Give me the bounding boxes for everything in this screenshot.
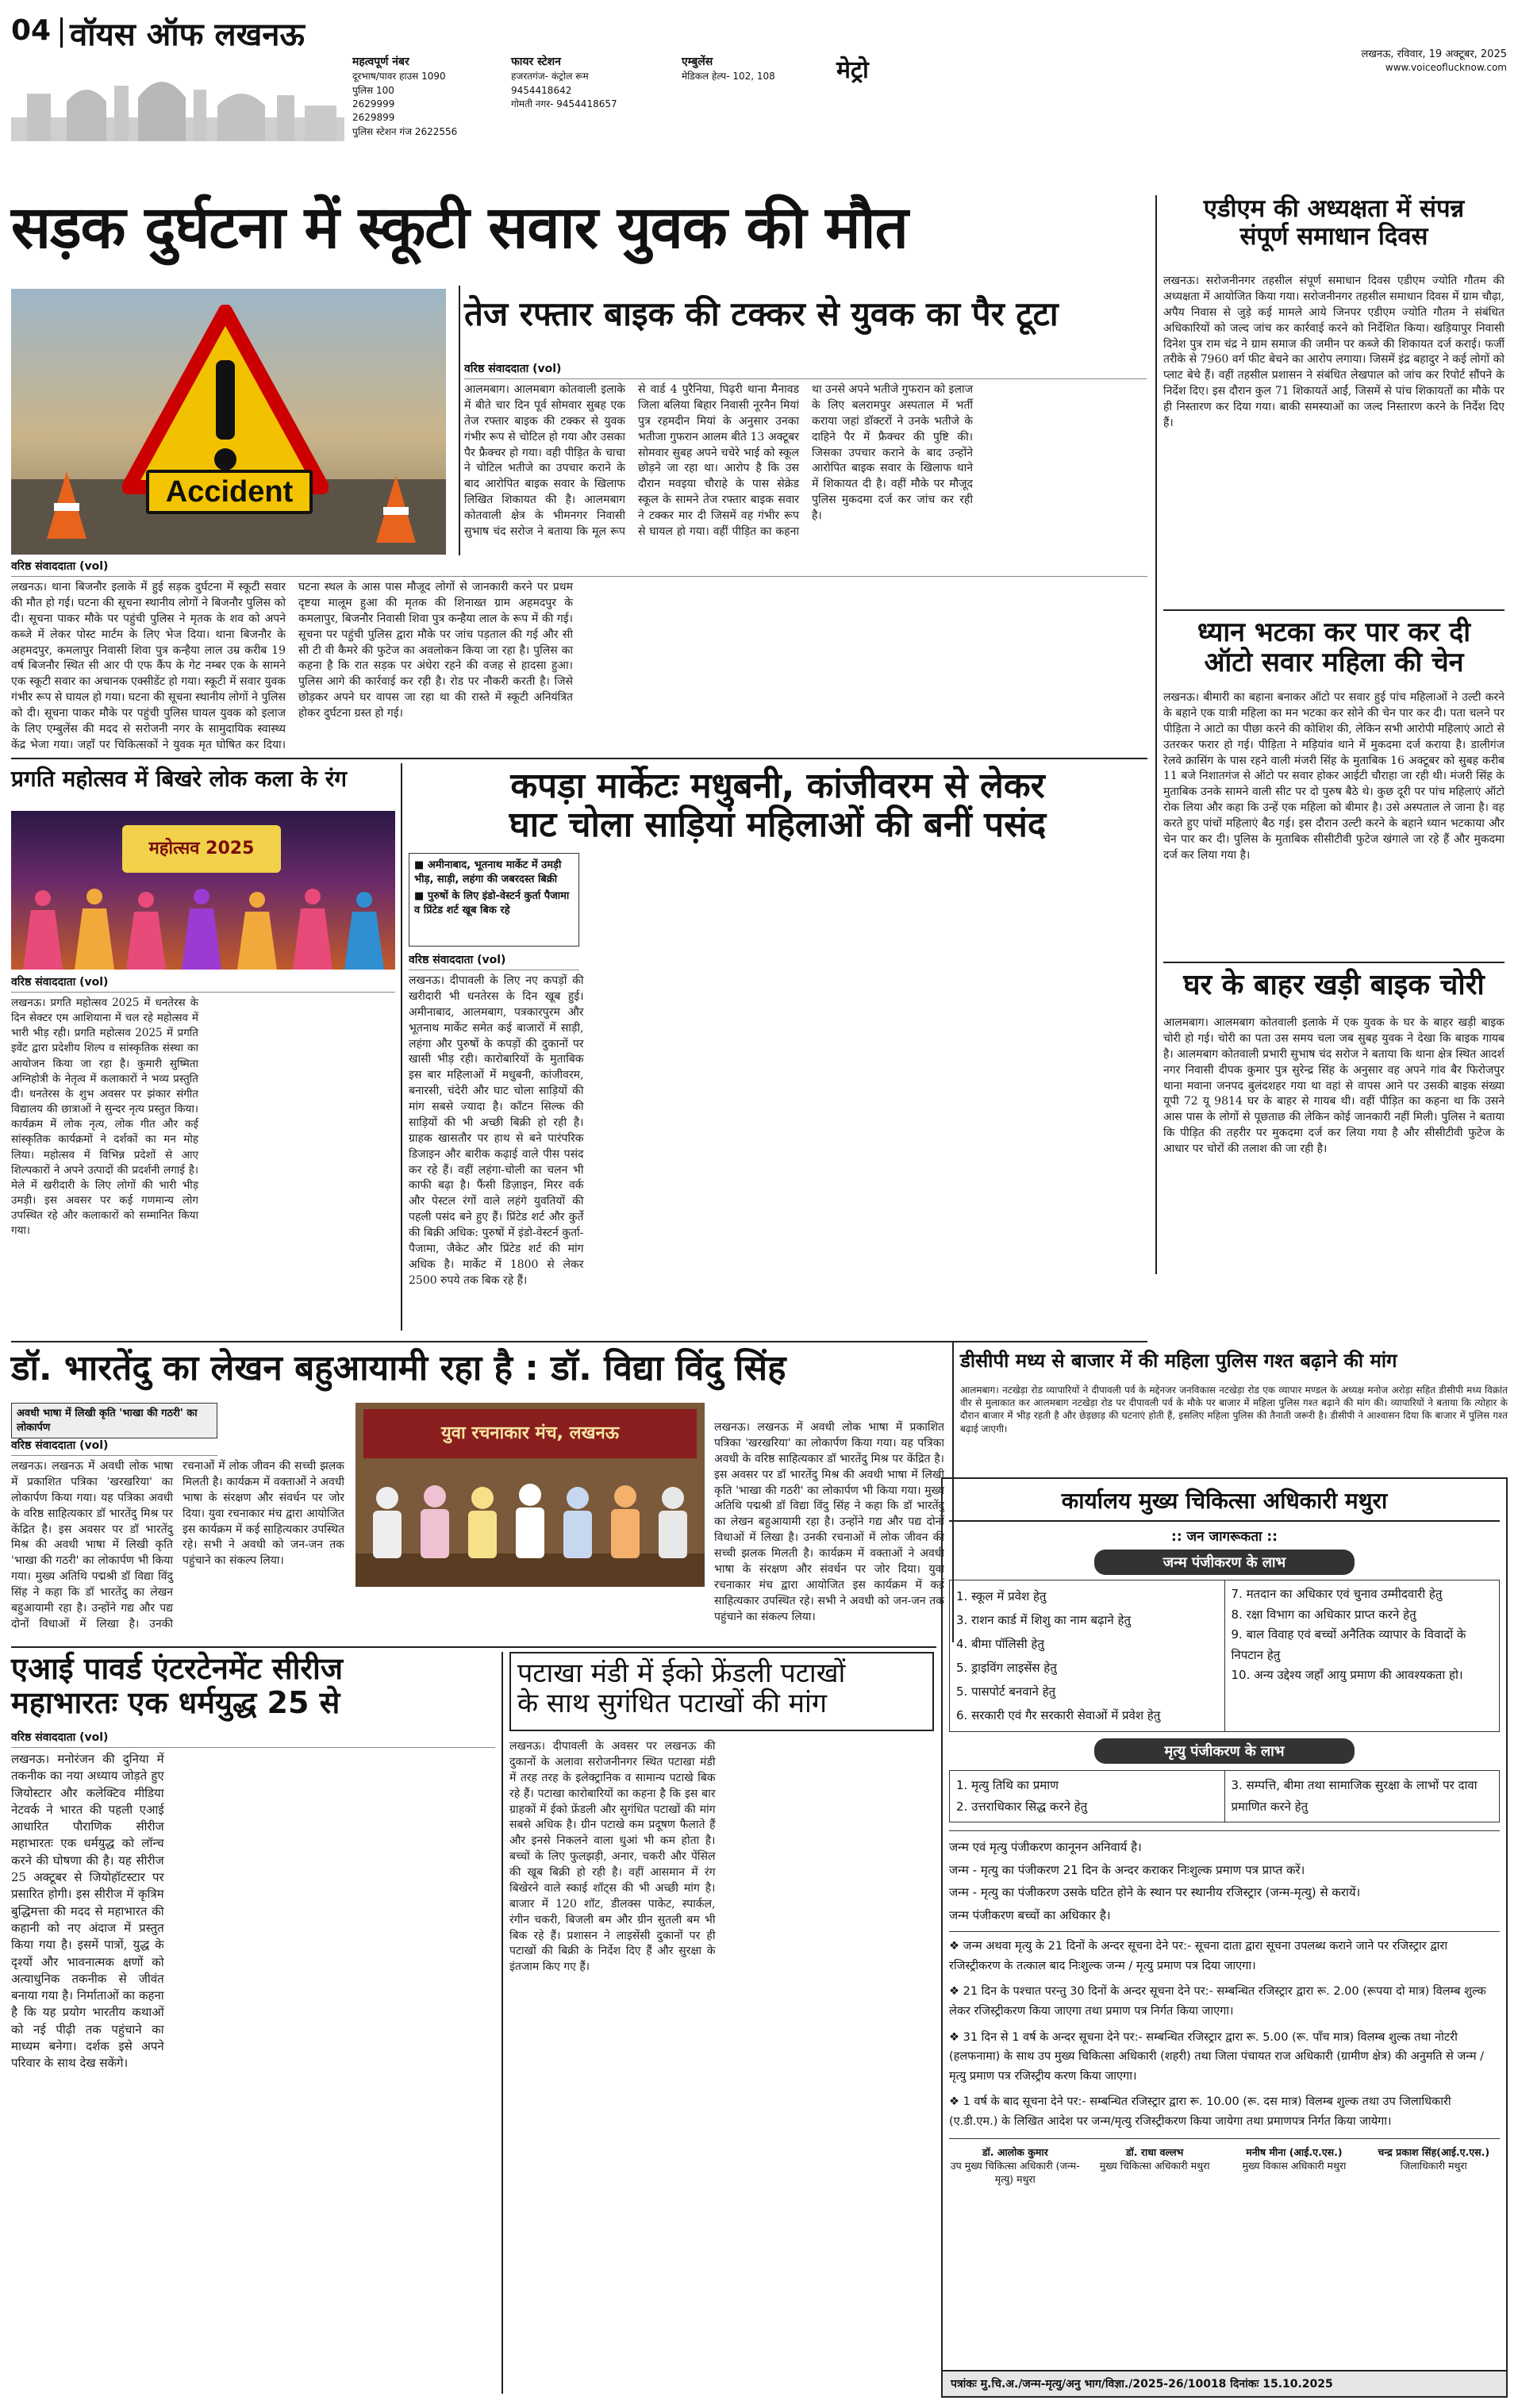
story10-headline-box (11, 1652, 495, 1719)
note-line: जन्म - मृत्यु का पंजीकरण उसके घटित होने के स्थान पर स्थानीय रजिस्ट्रार (जन्म-मृत्यु) से करायें। (949, 1885, 1361, 1899)
masthead-divider (60, 17, 63, 48)
contact-line: 2629899 (352, 112, 395, 124)
important-numbers-label: महत्वपूर्ण नंबर (352, 56, 409, 68)
story10-headline-line1: एआई पावर्ड एंटरटेनमेंट सीरीज (11, 1651, 344, 1686)
dancers-illustration (11, 882, 395, 970)
death-benefits-table (949, 1770, 1500, 1822)
story10-article (11, 1730, 495, 2396)
signatory: मनीष मीना (आई.ए.एस.) मुख्य विकास अधिकारी मथुरा (1242, 2145, 1347, 2172)
story4-headline-line1: ध्यान भटका कर पार कर दी (1197, 616, 1471, 648)
fire-station-label: फायर स्टेशन (511, 56, 561, 68)
benefit-item: 9. बाल विवाह एवं बच्चों अनैतिक व्यापार के विवादों के निपटान हेतु (1231, 1627, 1466, 1662)
benefit-item: 4. बीमा पॉलिसी हेतु (956, 1637, 1044, 1651)
accident-board: Accident (146, 470, 313, 514)
story8-kicker: अवधी भाषा में लिखी कृति 'भाखा की गठरी' का लोकार्पण (11, 1403, 217, 1438)
benefit-item: 8. रक्षा विभाग का अधिकार प्राप्त करने हेतु (1231, 1607, 1416, 1622)
story3-headline-box (1163, 195, 1505, 267)
benefit-item: 1. मृत्यु तिथि का प्रमाण (956, 1778, 1059, 1792)
traffic-cone-icon (43, 471, 90, 543)
kicker-item: ■ पुरुषों के लिए इंडो-वेस्टर्न कुर्ता पैजामा व प्रिंटेड शर्ट खूब बिक रहे (414, 890, 570, 916)
birth-benefits-table (949, 1580, 1500, 1732)
story9-headline: डीसीपी मध्य से बाजार में की महिला पुलिस गश्त बढ़ाने की मांग (960, 1350, 1397, 1372)
story7-headline-box (409, 766, 1147, 845)
story10-byline: वरिष्ठ संवाददाता (vol) (11, 1730, 495, 1748)
story2-headline: तेज रफ्तार बाइक की टक्कर से युवक का पैर टूटा (464, 294, 1059, 333)
story7-headline-line2: घाट चोला साड़ियां महिलाओं की बनीं पसंद (509, 805, 1047, 846)
website: www.voiceoflucknow.com (1385, 62, 1507, 73)
benefit-item: 7. मतदान का अधिकार एवं चुनाव उम्मीदवारी हेतु (1231, 1587, 1443, 1601)
kicker-item: ■ अमीनाबाद, भूतनाथ मार्केट में उमड़ी भीड़, साड़ी, लहंगा की जबरदस्त बिक्री (414, 859, 562, 885)
note-line: जन्म पंजीकरण बच्चों का अधिकार है। (949, 1907, 1111, 1922)
story11-headline-box (509, 1652, 934, 1731)
fire-station-numbers (511, 54, 662, 111)
story1-article (11, 559, 1147, 757)
story6-byline: वरिष्ठ संवाददाता (vol) (11, 974, 395, 993)
story8-body: लखनऊ। लखनऊ में अवधी लोक भाषा में प्रकाशित पत्रिका 'खरखरिया' का लोकार्पण किया गया। यह पत्रिका अवधी के वरिष्ठ साहित्यकार डॉ भारतेंदु मिश्र पर केंद्रित है। इस अवसर पर डॉ भारतेंदु मिश्र की अवधी भाषा में लिखी कृति 'भाखा की गठरी' का लोकार्पण भी किया गया। मुख्य अतिथि पद्मश्री डॉ विद्या विंदु सिंह ने कहा कि डॉ भारतेंदु का लेखन बहुआयामी रहा है। उन्होंने गद्य और पद्य दोनों विधाओं में लिखा है। उनकी रचनाओं में लोक जीवन की सच्ची झलक मिलती है। कार्यक्रम में वक्ताओं ने अवधी भाषा के संरक्षण और संवर्धन पर जोर दिया। युवा रचनाकार मंच द्वारा आयोजित इस कार्यक्रम में कई साहित्यकार उपस्थित रहे। सभी ने अवधी को जन-जन तक पहुंचाने का संकल्प लिया। (11, 1460, 344, 1630)
section-name: मेट्रो (836, 56, 869, 84)
story6-headline: प्रगति महोत्सव में बिखरे लोक कला के रंग (11, 766, 348, 792)
cmo-advertisement (941, 1477, 1508, 2398)
rule-item: ❖ 1 वर्ष के बाद सूचना देने पर:- सम्बन्धित रजिस्ट्रार द्वारा रू. 10.00 (रू. दस मात्र) विलम्ब शुल्क तथा उप जिलाधिकारी (ए.डी.एम.) के लिखित आदेश पर जन्म/मृत्यु रजिस्ट्रीकरण किया जायेगा तथा प्रमाणपत्र निर्गत किया जायेगा। (949, 2095, 1451, 2129)
signatory: डॉ. आलोक कुमार उप मुख्य चिकित्सा अधिकारी (जन्म-मृत्यु) मथुरा (950, 2145, 1080, 2185)
warning-sign-icon (122, 305, 329, 495)
important-numbers (352, 54, 487, 139)
traffic-cone-icon (372, 475, 420, 547)
rule-item: ❖ 31 दिन से 1 वर्ष के अन्दर सूचना देने पर:- सम्बन्धित रजिस्ट्रार द्वारा रू. 5.00 (रू. पाँच मात्र) विलम्ब शुल्क तथा नोटरी (हलफनामा) के साथ उप मुख्य चिकित्सा अधिकारी (शहरी) तथा जिला पंचायत राज अधिकारी (ग्रामीण क्षेत्र) की अनुमति से जन्म / मृत्यु प्रमाण पत्र रजिस्ट्रीय करण किया जाएगा। (949, 2030, 1485, 2083)
newspaper-title: वॉयस ऑफ लखनऊ (70, 17, 305, 53)
accident-photo (11, 289, 446, 555)
contact-line: गोमती नगर- 9454418657 (511, 98, 617, 110)
benefit-item: 10. अन्य उद्देश्य जहाँ आयु प्रमाण की आवश्यकता हो। (1231, 1668, 1463, 1682)
cmo-rules (949, 1931, 1500, 2132)
story3-body: लखनऊ। सरोजनीनगर तहसील संपूर्ण समाधान दिवस एडीएम ज्योति गौतम की अध्यक्षता में आयोजित किया गया। सरोजनीनगर तहसील समाधान दिवस में ग्राम चौढ़ा, अपैय निवास से जुड़े कई मामले आये जिनपर एडीएम ज्योति गौतम ने संबंधित अधिकारियों को जल्द जांच कर कार्रवाई करने को निर्देशित किया। खड़ियापुर निवासी दिनेश पुत्र राम चंद्र ने ग्राम समाज की जमीन पर कब्जे की शिकायत दर्ज कराई। फर्जी तरीके से 7960 वर्ग फीट बेचने का आरोप लगाया। जिसमें इंद्र बहादुर ने कई लोगों को प्लाट बेचे हैं। वहीं तहसील प्रशासन ने संबंधित लेखपाल को जांच कर रिपोर्ट सौंपने के निर्देश दिए। इस दौरान कुल 71 शिकायतें आईं, जिसमें से पांच शिकायतों का मौके पर ही निस्तारण कर दिया गया। बाकी समस्याओं का जल्द निस्तारण करने के निर्देश दिए हैं। (1163, 275, 1505, 429)
story7-byline: वरिष्ठ संवाददाता (vol) (409, 952, 579, 970)
story2-byline: वरिष्ठ संवाददाता (vol) (464, 361, 1147, 379)
contact-line: पुलिस स्टेशन गंज 2622556 (352, 125, 458, 137)
cmo-title: कार्यालय मुख्य चिकित्सा अधिकारी मथुरा (949, 1485, 1500, 1522)
story7-headline-line1: कपड़ा मार्केटः मधुबनी, कांजीवरम से लेकर (510, 766, 1045, 806)
contact-line: 2629999 (352, 98, 395, 110)
benefit-item: 2. उत्तराधिकार सिद्ध करने हेतु (956, 1799, 1088, 1814)
signatory: चन्द्र प्रकाश सिंह(आई.ए.एस.) जिलाधिकारी मथुरा (1378, 2145, 1490, 2172)
rule-item: ❖ जन्म अथवा मृत्यु के 21 दिनों के अन्दर सूचना देने पर:- सूचना दाता द्वारा सूचना उपलब्ध कराने जाने पर रजिस्ट्रार द्वारा रजिस्ट्रीकरण के तत्काल बाद निःशुल्क जन्म / मृत्यु प्रमाण पत्र दिया जाएगा। (949, 1940, 1448, 1972)
note-line: जन्म एवं मृत्यु पंजीकरण कानूनन अनिवार्य है। (949, 1840, 1142, 1854)
rule-item: ❖ 21 दिन के पश्चात परन्तु 30 दिनों के अन्दर सूचना देने पर:- सम्बन्धित रजिस्ट्रार द्वारा रू. 2.00 (रूपया दो मात्र) विलम्ब शुल्क लेकर रजिस्ट्रीकरण किया जाएगा तथा प्रमाण पत्र निर्गत किया जाएगा। (949, 1985, 1486, 2018)
page-number: 04 (11, 14, 52, 47)
contact-line: हजरतगंज- कंट्रोल रूम (511, 71, 589, 83)
cmo-signatories (949, 2138, 1500, 2186)
ambulance-numbers (682, 54, 824, 84)
story3-headline-line2: संपूर्ण समाधान दिवस (1239, 221, 1428, 251)
contact-line: मेडिकल हेल्प- 102, 108 (682, 71, 775, 83)
issue-date: लखनऊ, रविवार, 19 अक्टूबर, 2025 (1361, 48, 1507, 60)
benefit-item: 5. पासपोर्ट बनवाने हेतु (956, 1684, 1056, 1699)
birth-benefits-title: जन्म पंजीकरण के लाभ (1094, 1550, 1355, 1575)
story10-body: लखनऊ। मनोरंजन की दुनिया में तकनीक का नया अध्याय जोड़ते हुए जियोस्टार और कलेक्टिव मीडिया नेटवर्क ने भारत की पहली एआई आधारित पौराणिक सीरीज महाभारतः एक धर्मयुद्ध को लॉन्च करने की घोषणा की है। यह सीरीज 25 अक्टूबर से जियोहॉटस्टार पर प्रसारित होगी। इस सीरीज में कृत्रिम बुद्धिमत्ता की मदद से महाभारत की कहानी को नए अंदाज में प्रस्तुत किया गया है। इसमें पात्रों, युद्ध के दृश्यों और भावनात्मक क्षणों को अत्याधुनिक तकनीक से जीवंत बनाया गया है। निर्माताओं का कहना है कि यह प्रयोग भारतीय कथाओं को नई पीढ़ी तक पहुंचाने का माध्यम बनेगा। दर्शक इसे अपने परिवार के साथ देख सकेंगे। (11, 1752, 164, 2071)
story4-headline-box (1163, 617, 1505, 678)
story7-kickers (409, 853, 579, 947)
story8-headline: डॉ. भारतेंदु का लेखन बहुआयामी रहा है : डॉ. विद्या विंदु सिंह (11, 1348, 786, 1388)
story6-body: लखनऊ। प्रगति महोत्सव 2025 में धनतेरस के दिन सेक्टर एम आशियाना में चल रहे महोत्सव में भारी भीड़ रही। प्रगति महोत्सव 2025 में प्रगति इवेंट द्वारा प्रदेशीय शिल्प व सांस्कृतिक संस्था का आयोजन किया जा रहा है। कुमारी सुष्मिता अग्निहोत्री के नेतृत्व में कलाकारों ने भव्य प्रस्तुति दी। धनतेरस के शुभ अवसर पर झंकार संगीत विद्यालय की छात्राओं ने सुन्दर नृत्य प्रस्तुत किया। कार्यक्रम में लोक नृत्य, लोक गीत और कई सांस्कृतिक कार्यक्रमों ने दर्शकों का मन मोह लिया। महोत्सव में विभिन्न प्रदेशों से आए शिल्पकारों ने अपने उत्पादों की प्रदर्शनी लगाई है। मेले में खरीदारी के लिए लोगों की भारी भीड़ उमड़ी। इस अवसर पर कई गणमान्य लोग उपस्थित रहे और कलाकारों को सम्मानित किया गया। (11, 997, 198, 1238)
benefit-item: 5. ड्राइविंग लाइसेंस हेतु (956, 1661, 1057, 1675)
story5-body: आलमबाग। आलमबाग कोतवाली इलाके में एक युवक के घर के बाहर खड़ी बाइक चोरी हो गई। चोरी का पता उस समय चला जब सुबह युवक ने देखा कि बाइक गायब है। आलमबाग कोतवाली प्रभारी सुभाष चंद सरोज ने बताया कि थाना क्षेत्र स्थित आदर्श नगर निवासी दीपक कुमार पुत्र सुरेन्द्र सिंह के अनुसार वह अपने गांव बैर फिरोजपुर थाना मवाना जनपद बुलंदशहर गया था वहां से वापस आने पर उसकी बाइक संख्या यूपी 72 यू 9814 घर के बाहर से गायब थी। वहीं पीड़ित का कहना था कि उसने आस पास के लोगों से पूछताछ की लेकिन कोई जानकारी नहीं मिली। पुलिस ने बताया कि पीड़ित की तहरीर पर मुकदमा दर्ज कर लिया गया है और सीसीटीवी फुटेज के आधार पर चोरों की तलाश की जा रही है। (1163, 1016, 1505, 1155)
death-benefits-title: मृत्यु पंजीकरण के लाभ (1094, 1738, 1355, 1764)
benefit-item: 3. राशन कार्ड में शिशु का नाम बढ़ाने हेतु (956, 1613, 1132, 1627)
story5-headline: घर के बाहर खड़ी बाइक चोरी (1183, 969, 1485, 1001)
story11-body: लखनऊ। दीपावली के अवसर पर लखनऊ की दुकानों के अलावा सरोजनीनगर स्थित पटाखा मंडी में तरह तरह के इलेक्ट्रानिक व सामान्य पटाखे बिक रहे हैं। पटाखा कारोबारियों का कहना है कि इस बार ग्राहकों में ईको फ्रेंडली और सुगंधित पटाखों की मांग सबसे अधिक है। ग्रीन पटाखे कम प्रदूषण फैलाते हैं और इनसे निकलने वाला धुआं भी कम होता है। बच्चों के लिए फुलझड़ी, अनार, चकरी और पेंसिल की खूब बिक्री हो रही है। वहीं आसमान में रंग बिखेरने वाले स्काई शॉट्स की भी अच्छी मांग है। बाजार में 120 शॉट, डीलक्स पाकेट, स्पार्कल, रंगीन चकरी, बिजली बम और ग्रीन सुतली बम भी बिक रहे हैं। प्रशासन ने लाइसेंसी दुकानों पर ही पटाखों की बिक्री के निर्देश दिए हैं और सुरक्षा के इंतजाम किए गए हैं। (509, 1740, 716, 1974)
city-skyline-graphic (11, 62, 344, 141)
festival-stage-photo (11, 811, 395, 970)
masthead (11, 6, 1507, 146)
story9-body: आलमबाग। नटखेड़ा रोड व्यापारियों ने दीपावली पर्व के मद्देनजर जनविकास नटखेड़ा रोड एक व्यापार मण्डल के अध्यक्ष मनोज अरोड़ा सहित डीसीपी मध्य विक्रांत वीर से मुलाकात कर आलमबाग नटखेड़ा रोड पर दीपावली पर्व के मौके पर बाजार में महिला पुलिस गश्त बढ़ाने की मांग की। व्यापारियों ने बताया कि त्योहार के दौरान बाजार में भीड़ रहती है और छेड़छाड़ की घटनाएं होती हैं, इसलिए महिला पुलिस की तैनाती जरूरी है। डीसीपी ने आश्वासन दिया कि बाजार में पुलिस गश्त बढ़ाई जाएगी। (960, 1385, 1508, 1434)
festival-banner: महोत्सव 2025 (122, 825, 281, 873)
story8-byline: वरिष्ठ संवाददाता (vol) (11, 1438, 217, 1456)
story10-headline-line2: महाभारतः एक धर्मयुद्ध 25 से (11, 1684, 340, 1720)
benefit-item: 6. सरकारी एवं गैर सरकारी सेवाओं में प्रवेश हेतु (956, 1708, 1161, 1722)
contact-line: दूरभाष/पावर हाउस 1090 (352, 71, 446, 83)
story11-headline-line1: पटाखा मंडी में ईको फ्रेंडली पटाखों (517, 1657, 846, 1689)
cmo-notes (949, 1830, 1500, 1926)
story7-article (409, 952, 1147, 1331)
story2-body: आलमबाग। आलमबाग कोतवाली इलाके में बीते चार दिन पूर्व सोमवार सुबह एक तेज रफ्तार बाइक की टक्कर से युवक गंभीर रूप से चोटिल हो गया और उसका पैर फ्रैक्चर हो गया। वही पीड़ित के चाचा ने चोटिल भतीजे का उपचार कराने के बाद आरोपित बाइक सवार के खिलाफ लिखित शिकायत की है। आलमबाग कोतवाली क्षेत्र के भीमनगर निवासी सुभाष चंद सरोज ने बताया कि मूल रूप से वार्ड 4 पुरैनिया, पिढ़री थाना मैनावड जिला बलिया बिहार निवासी नूरनैन मियां पुत्र रहमदीन मियां के अनुसार उनका भतीजा गुफरान आलम बीते 13 अक्टूबर सोमवार सुबह अपने चचेरे भाई को स्कूल छोड़ने जा रहा था। आरोप है कि उस दौरान मवइया चौराहे के पास सेक्रेड स्कूल के सामने तेज रफ्तार बाइक सवार ने टक्कर मार दी जिसमें वह गंभीर रूप से घायल हो गया। वहीं पीड़ित का कहना था उनसे अपने भतीजे गुफरान को इलाज के लिए बलरामपुर अस्पताल में भर्ती कराया जहां डॉक्टरों ने उनके भतीजे के दाहिने पैर में फ्रैक्चर की पुष्टि की। जिसका उपचार कराने के बाद उन्होंने आरोपित बाइक सवार के खिलाफ थाने में शिकायत दी है। वहीं मौके पर मौजूद पुलिस मुकदमा दर्ज कर जांच कर रही है। (464, 383, 973, 538)
contact-line: 9454418642 (511, 84, 572, 96)
story1-byline: वरिष्ठ संवाददाता (vol) (11, 559, 1147, 577)
story4-headline-line2: ऑटो सवार महिला की चेन (1204, 647, 1464, 679)
cmo-footer: पत्रांकः मु.चि.अ./जन्म-मृत्यु/अनु भाग/विज्ञा./2025-26/10018 दिनांकः 15.10.2025 (943, 2370, 1506, 2396)
signatory: डॉ. राधा वल्लभ मुख्य चिकित्सा अधिकारी मथुरा (1099, 2145, 1210, 2172)
ambulance-label: एम्बुलेंस (682, 56, 713, 68)
story4-body: लखनऊ। बीमारी का बहाना बनाकर ऑटो पर सवार हुई पांच महिलाओं ने उल्टी करने के बहाने एक यात्री महिला का मन भटका कर सोने की चेन पार कर दी। पता चलने पर पीड़िता ने आटो का पीछा करने की कोशिश की, लेकिन सभी आरोपी महिलाएं आटो से उतरकर फरार हो गई। पीड़िता ने मड़ियांव थाने में मुकदमा दर्ज कराया है। डालीगंज रेलवे क्रासिंग के पास रहने वाली मंजरी सिंह के मुताबिक 16 अक्टूबर को सुबह करीब 11 बजे निशातगंज से ऑटो पर सवार होकर आईटी चौराहा जा रही थी। मंजरी सिंह के मुताबिक उनके सामने वाली सीट पर दो पुरुष बैठे थे। कुछ दूरी पर पांच महिलाएं ऑटो रोक लिया और कहा कि उन्हें एक महिला को बीमार है। उसे अस्पताल ले जाना है। वह करते हुए पांचों महिलाएं बैठ गई। इस दौरान उल्टी करने के बहाने ध्यान भटकाया और चेन पार कर दी। पुलिस के मुताबिक सीसीटीवी फुटेज खंगाले जा रहे हैं और मुकदमा दर्ज कर लिया गया है। (1163, 691, 1505, 862)
story1-body: लखनऊ। थाना बिजनौर इलाके में हुई सड़क दुर्घटना में स्कूटी सवार की मौत हो गई। घटना की सूचना स्थानीय लोगों ने बिजनौर पुलिस को दी। सूचना पाकर मौके पर पहुंची पुलिस ने मृतक के शव को अपने कब्जे में लेकर पोस्ट मार्टम के लिए भेज दिया। थाना बिजनौर के अहमदपुर, कमलापुर निवासी शिवा पुत्र कन्हैया लाल उम्र करीब 19 वर्ष बिजनौर स्थित सी आर पी एफ कैंप के गेट नम्बर एक के सामने एक स्कूटी सवार का अचानक एक्सीडेंट हो गया। स्कूटी में सवार युवक गंभीर रूप से घायल हो गया। घटना की सूचना स्थानीय लोगों ने पुलिस को दी। सूचना पाकर मौके पर पहुंची पुलिस घायल युवक को इलाज के लिए एम्बुलेंस की मदद से सरोजनी नगर के सामुदायिक स्वास्थ्य केंद्र भेजा गया। जहाँ पर चिकित्सकों ने युवक मृत घोषित कर दिया। घटना स्थल के आस पास मौजूद लोगों से जानकारी करने पर प्रथम दृष्टया मालूम हुआ की मृतक की शिनाख्त ग्राम अहमदपुर के कमलापुर, बिजनौर निवासी शिवा पुत्र कन्हैया लाल के रूप में की गई। सूचना पर पहुंची पुलिस द्वारा मौके पर जांच पड़ताल की गई और सी सी टी वी कैमरे की फुटेज का अवलोकन किया जा रहा है। पुलिस का कहना है कि रात सड़क पर अंधेरा रहने की वजह से हादसा हुआ। पुलिस आगे की कार्रवाई कर रही है। रोड पर नौकरी करती है। जिसे छोड़कर अपने घर वापस जा रहा था की रास्ते में स्कूटी अनियंत्रित होकर दुर्घटना ग्रस्त हो गई। (11, 581, 573, 751)
benefit-item: 1. स्कूल में प्रवेश हेतु (956, 1589, 1047, 1603)
story2-article (464, 361, 1147, 551)
story3-headline-line1: एडीएम की अध्यक्षता में संपन्न (1203, 194, 1465, 223)
event-banner: युवा रचनाकार मंच, लखनऊ (363, 1409, 697, 1458)
benefit-item: 3. सम्पत्ति, बीमा तथा सामाजिक सुरक्षा के लाभों पर दावा प्रमाणित करने हेतु (1231, 1778, 1478, 1814)
story6-article (11, 974, 395, 1333)
story11-headline-line2: के साथ सुगंधित पटाखों की मांग (517, 1688, 827, 1720)
story1-headline: सड़क दुर्घटना में स्कूटी सवार युवक की मौत (11, 194, 908, 262)
story7-body: लखनऊ। दीपावली के लिए नए कपड़ों की खरीदारी भी धनतेरस के दिन खूब हुई। अमीनाबाद, आलमबाग, पत्रकारपुरम और भूतनाथ मार्केट समेत कई बाजारों में साड़ी, लहंगा और पुरुषों के कपड़ों की दुकानों पर खासी भीड़ रही। कारोबारियों के मुताबिक इस बार महिलाओं में मधुबनी, कांजीवरम, बनारसी, चंदेरी और घाट चोला साड़ियों की मांग सबसे ज्यादा है। कॉटन सिल्क की साड़ियों की भी अच्छी बिक्री हो रही है। ग्राहक खासतौर पर हाथ से बने पारंपरिक डिजाइन और बारीक कढ़ाई वाले पीस पसंद कर रहे हैं। वहीं लहंगा-चोली का चलन भी काफी बढ़ा है। फैंसी डिज़ाइन, मिरर वर्क और पेस्टल रंगों वाले लहंगे युवतियों की पहली पसंद बने हुए हैं। प्रिंटेड शर्ट और कुर्ते की बिक्री अधिक: पुरुषों में इंडो-वेस्टर्न कुर्ता-पैजामा, जैकेट और प्रिंटेड शर्ट की मांग अधिक है। मार्केट में 1800 से लेकर 2500 रुपये तक बिक रहे हैं। (409, 974, 584, 1287)
contact-line: पुलिस 100 (352, 84, 394, 96)
note-line: जन्म - मृत्यु का पंजीकरण 21 दिन के अन्दर कराकर निःशुल्क प्रमाण पत्र प्राप्त करें। (949, 1862, 1305, 1877)
cmo-subtitle: :: जन जागरूकता :: (1171, 1529, 1278, 1545)
story8-body-continued: लखनऊ। लखनऊ में अवधी लोक भाषा में प्रकाशित पत्रिका 'खरखरिया' का लोकार्पण किया गया। यह पत्रिका अवधी के वरिष्ठ साहित्यकार डॉ भारतेंदु मिश्र पर केंद्रित है। इस अवसर पर डॉ भारतेंदु मिश्र की अवधी भाषा में लिखी कृति 'भाखा की गठरी' का लोकार्पण भी किया गया। मुख्य अतिथि पद्मश्री डॉ विद्या विंदु सिंह ने कहा कि डॉ भारतेंदु का लेखन बहुआयामी रहा है। उन्होंने गद्य और पद्य दोनों विधाओं में लिखा है। उनकी रचनाओं में लोक जीवन की सच्ची झलक मिलती है। कार्यक्रम में वक्ताओं ने अवधी भाषा के संरक्षण और संवर्धन पर जोर दिया। युवा रचनाकार मंच द्वारा आयोजित इस कार्यक्रम में कई साहित्यकार उपस्थित रहे। सभी ने अवधी को जन-जन तक पहुंचाने का संकल्प लिया। (714, 1421, 944, 1623)
